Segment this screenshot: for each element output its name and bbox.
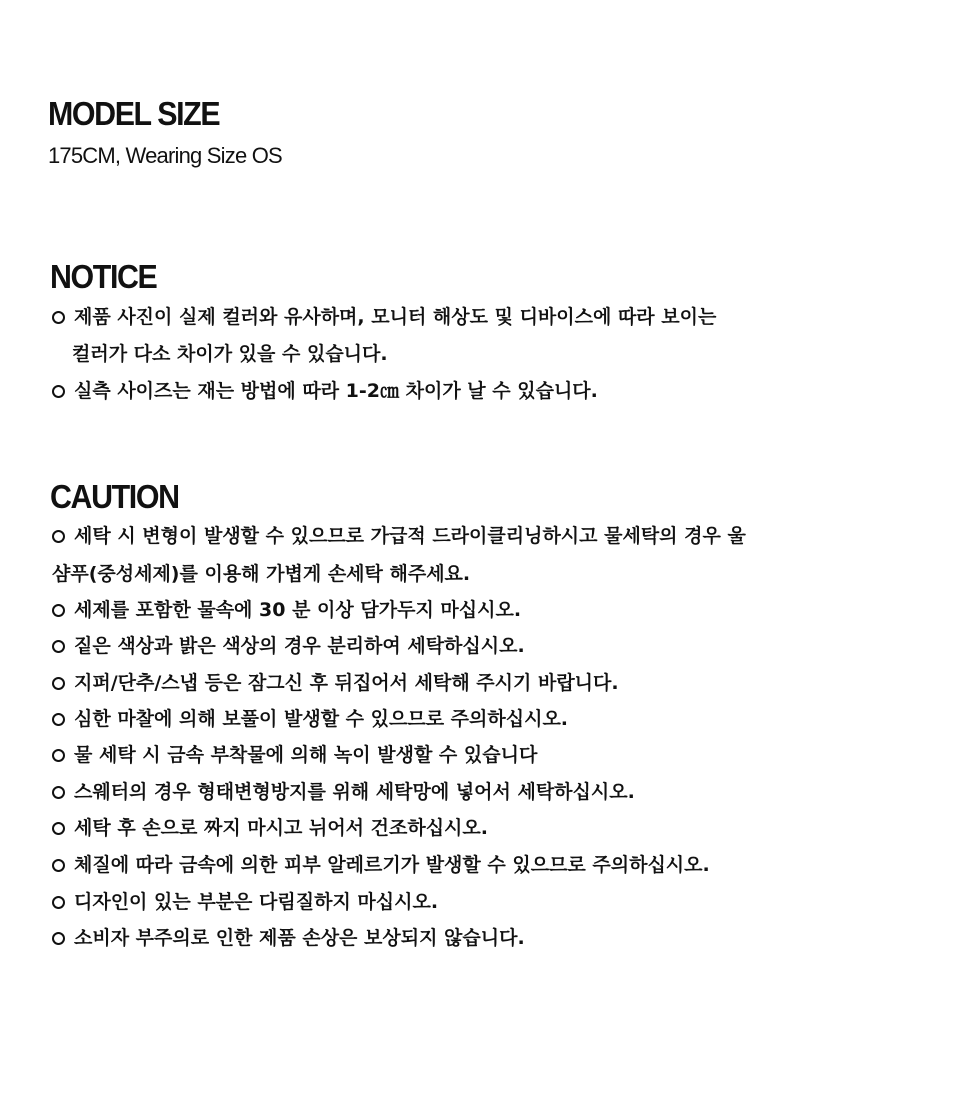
model-size-title: MODEL SIZE: [48, 95, 220, 132]
caution-item: [52, 819, 488, 838]
bullet-circle-icon: [52, 896, 65, 909]
bullet-circle-icon: [52, 822, 65, 835]
caution-item: [52, 929, 525, 948]
bullet-circle-icon: [52, 311, 65, 324]
caution-item-text: 세탁 시 변형이 발생할 수 있으므로 가급적 드라이클리닝하시고 물세탁의 경우 울: [74, 525, 746, 547]
caution-item-text: 세제를 포함한 물속에 30 분 이상 담가두지 마십시오.: [74, 599, 522, 621]
bullet-circle-icon: [52, 859, 65, 872]
caution-item-text: 체질에 따라 금속에 의한 피부 알레르기가 발생할 수 있으므로 주의하십시오.: [74, 854, 710, 876]
notice-item-text: 실측 사이즈는 재는 방법에 따라 1-2㎝ 차이가 날 수 있습니다.: [74, 380, 598, 402]
caution-item: [52, 674, 619, 693]
bullet-circle-icon: [52, 640, 65, 653]
bullet-circle-icon: [52, 932, 65, 945]
caution-item-text: 물 세탁 시 금속 부착물에 의해 녹이 발생할 수 있습니다: [74, 744, 538, 766]
notice-item-text: 제품 사진이 실제 컬러와 유사하며, 모니터 해상도 및 디바이스에 따라 보이는: [74, 306, 717, 328]
bullet-circle-icon: [52, 677, 65, 690]
notice-item: [52, 382, 598, 401]
caution-item: [52, 746, 537, 765]
caution-item: [52, 856, 710, 875]
notice-title: NOTICE: [50, 258, 157, 295]
caution-item: [52, 893, 438, 912]
bullet-circle-icon: [52, 713, 65, 726]
notice-item-text-continued: 컬러가 다소 차이가 있을 수 있습니다.: [72, 343, 388, 365]
caution-item: [52, 783, 635, 802]
bullet-circle-icon: [52, 786, 65, 799]
bullet-circle-icon: [52, 530, 65, 543]
caution-item-text: 디자인이 있는 부분은 다림질하지 마십시오.: [74, 891, 439, 913]
caution-item: [52, 710, 568, 729]
caution-item-text: 소비자 부주의로 인한 제품 손상은 보상되지 않습니다.: [74, 927, 525, 949]
caution-item: [52, 637, 525, 656]
caution-item: [52, 527, 746, 546]
caution-title: CAUTION: [50, 478, 179, 515]
caution-item-text: 짙은 색상과 밝은 색상의 경우 분리하여 세탁하십시오.: [74, 635, 525, 657]
bullet-circle-icon: [52, 749, 65, 762]
caution-item-text: 세탁 후 손으로 짜지 마시고 뉘어서 건조하십시오.: [74, 817, 488, 839]
caution-item-text: 지퍼/단추/스냅 등은 잠그신 후 뒤집어서 세탁해 주시기 바랍니다.: [74, 672, 619, 694]
caution-item: [52, 601, 521, 620]
notice-item: [52, 308, 716, 327]
caution-item-text-continued: 샴푸(중성세제)를 이용해 가볍게 손세탁 해주세요.: [52, 563, 471, 585]
caution-item-text: 스웨터의 경우 형태변형방지를 위해 세탁망에 넣어서 세탁하십시오.: [74, 781, 635, 803]
caution-item-text: 심한 마찰에 의해 보풀이 발생할 수 있으므로 주의하십시오.: [74, 708, 569, 730]
bullet-circle-icon: [52, 604, 65, 617]
model-size-detail: 175CM, Wearing Size OS: [48, 143, 282, 168]
bullet-circle-icon: [52, 385, 65, 398]
